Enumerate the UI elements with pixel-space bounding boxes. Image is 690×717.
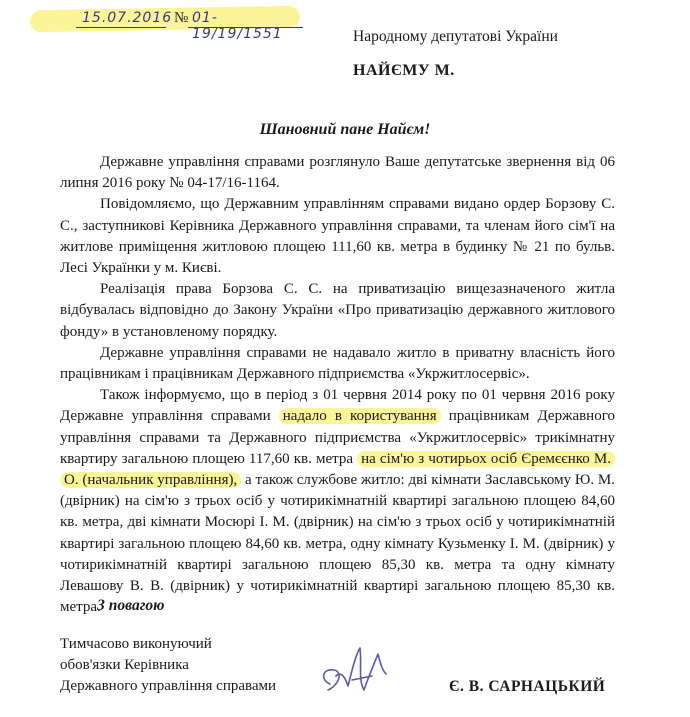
number-sign: № <box>174 10 190 26</box>
position-line: обов'язки Керівника <box>60 657 189 673</box>
paragraph <box>60 279 615 343</box>
position-line: Тимчасово виконуючий <box>60 636 212 652</box>
paragraph-text: працівникам Державного управління справами та Державного підприємства «Укржитлосервіс» трикімнатну квартиру загальною площею 117,60 кв. метра <box>60 408 615 467</box>
paragraph <box>60 385 615 618</box>
signer-name: Є. В. САРНАЦЬКИЙ <box>449 678 606 695</box>
signer-position <box>60 634 276 697</box>
highlighted-text: на сім'ю з чотирьох осіб Єремєєнко М. О. (начальник управління), <box>60 451 615 488</box>
paragraph-text: Державне управління справами не надавало житло в приватну власність його працівникам і працівникам Державного підприємства «Укржитлосервіс». <box>60 344 615 383</box>
paragraph <box>60 152 615 194</box>
paragraph-text: Реалізація права Борзова С. С. на приватизацію вищезазначеного житла відбувалась відповідно до Закону України «Про приватизацію державного житлового фонду» в установленому порядку. <box>60 281 615 340</box>
paragraph <box>60 194 615 279</box>
paragraph-text: Також інформуємо, що в період з 01 червня 2014 року по 01 червня 2016 року Державне управління справами <box>60 387 615 425</box>
date-underline <box>76 27 166 28</box>
handwritten-date: 15.07.2016 <box>82 10 173 26</box>
paragraph-text: Державне управління справами розглянуло Ваше депутатське звернення від 06 липня 2016 року № 04-17/16-1164. <box>60 154 615 192</box>
highlighted-text: надало в користування <box>279 408 441 424</box>
paragraph-text: Повідомляємо, що Державним управлінням справами видано ордер Борзову С. С., заступникові Керівника Державного управління справами, та членам його сім'ї на житлове приміщення житловою площею 111,60 кв. метра в будинку № 21 по бульв. Лесі Українки у м. Києві. <box>60 196 615 277</box>
regards: З повагою <box>97 597 165 614</box>
addressee-name: НАЙЄМУ М. <box>353 62 455 79</box>
reference-line <box>6 6 306 42</box>
paragraph-text: а також службове житло: дві кімнати Заславському Ю. М. (двірник) на сім'ю з трьох осіб у чотирикімнатній квартирі загальною площею 84,60 кв. метра, дві кімнати Мосюрі І. М. (двірник) на сім'ю з трьох осіб у чотирикімнатній квартирі загальною площею 84,60 кв. метра, одну кімнату Кузьменку І. М. (двірник) у чотирикімнатній квартирі загальною площею 85,30 кв. метра та одну кімнату Левашову В. В. (двірник) у чотирикімнатній квартирі загальною площею 85,30 кв. метра. <box>60 472 615 616</box>
signature-stroke <box>324 648 386 690</box>
salutation: Шановний пане Найєм! <box>259 121 431 138</box>
number-underline <box>188 27 303 28</box>
position-line: Державного управління справами <box>60 678 277 694</box>
letter-body <box>60 152 615 618</box>
paragraph <box>60 343 615 385</box>
signature-image <box>312 640 402 702</box>
addressee-title: Народному депутатові України <box>353 28 558 45</box>
handwritten-number: 01-19/19/1551 <box>192 10 283 42</box>
